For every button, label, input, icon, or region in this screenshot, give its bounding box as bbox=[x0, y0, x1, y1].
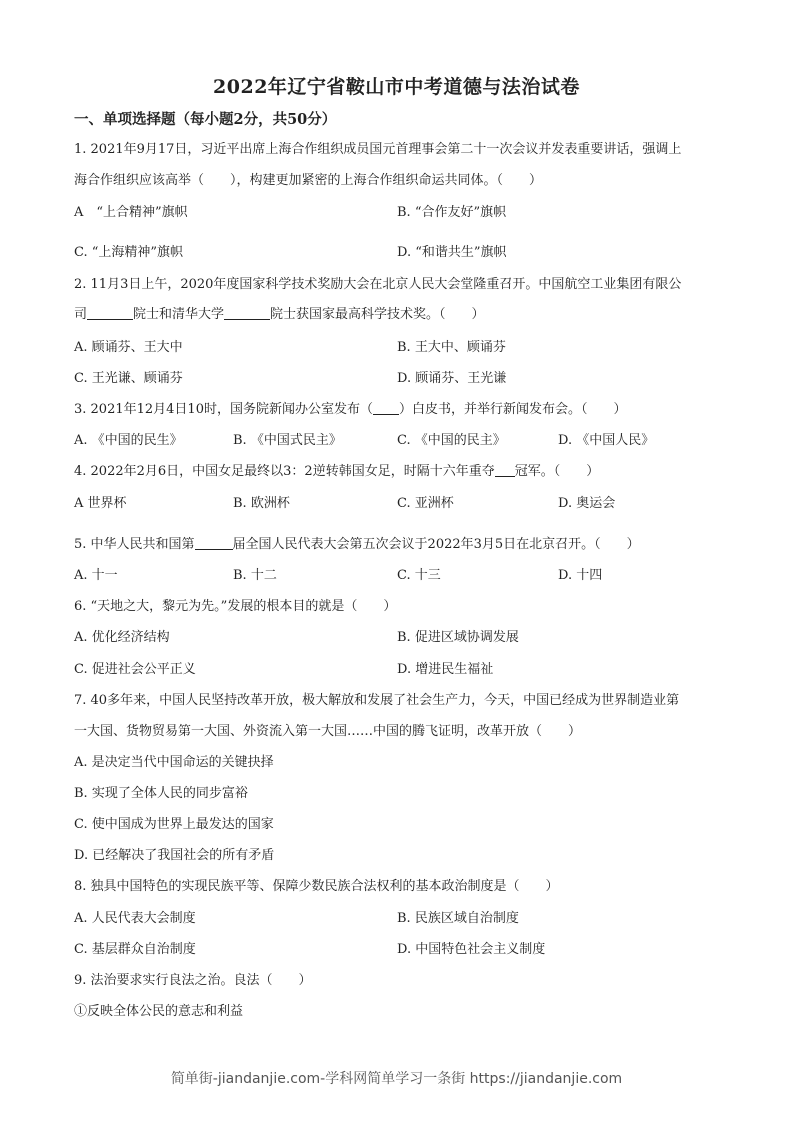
option-a[interactable]: A 世界杯 bbox=[74, 496, 127, 511]
question-text: 6. “天地之大，黎元为先。”发展的根本目的就是（ ） bbox=[74, 599, 397, 614]
question-text-part: 院士和清华大学 bbox=[133, 307, 225, 322]
option-b[interactable]: B. 十二 bbox=[233, 568, 277, 583]
option-b[interactable]: B. 实现了全体人民的同步富裕 bbox=[74, 786, 248, 801]
option-a[interactable]: A. 顾诵芬、王大中 bbox=[74, 340, 183, 355]
option-d[interactable]: D. 中国特色社会主义制度 bbox=[397, 942, 546, 957]
answer-blank[interactable] bbox=[87, 305, 133, 320]
option-a[interactable]: A. 人民代表大会制度 bbox=[74, 911, 196, 926]
option-a[interactable]: A. 十一 bbox=[74, 568, 118, 583]
option-c[interactable]: C. 十三 bbox=[397, 568, 441, 583]
question-text-part: 3. 2021年12月4日10时，国务院新闻办公室发布（ bbox=[74, 402, 373, 417]
page-title: 2022年辽宁省鞍山市中考道德与法治试卷 bbox=[213, 76, 580, 98]
option-c[interactable]: C. 亚洲杯 bbox=[397, 496, 454, 511]
question-text-part: 冠军。（ ） bbox=[514, 464, 600, 479]
question-text bbox=[74, 400, 627, 420]
option-a[interactable]: A. 是决定当代中国命运的关键抉择 bbox=[74, 755, 274, 770]
option-c[interactable]: C. 使中国成为世界上最发达的国家 bbox=[74, 817, 274, 832]
option-c[interactable]: C. 促进社会公平正义 bbox=[74, 662, 196, 677]
question-text: 9. 法治要求实行良法之治。良法（ ） bbox=[74, 973, 312, 988]
option-d[interactable]: D. 已经解决了我国社会的所有矛盾 bbox=[74, 848, 275, 863]
option-a[interactable]: A. 优化经济结构 bbox=[74, 630, 170, 645]
option-c[interactable]: C. 基层群众自治制度 bbox=[74, 942, 196, 957]
footer-watermark: 简单街-jiandanjie.com-学科网简单学习一条街 https://jiandanjie.com bbox=[170, 1071, 623, 1087]
question-text bbox=[74, 462, 599, 482]
question-text-part: 4. 2022年2月6日，中国女足最终以3：2逆转韩国女足，时隔十六年重夺 bbox=[74, 464, 495, 479]
option-d[interactable]: D. “和谐共生”旗帜 bbox=[397, 245, 507, 260]
option-b[interactable]: B. 《中国式民主》 bbox=[233, 433, 342, 448]
option-b[interactable]: B. 民族区域自治制度 bbox=[397, 911, 519, 926]
question-text: 8. 独具中国特色的实现民族平等、保障少数民族合法权利的基本政治制度是（ ） bbox=[74, 879, 559, 894]
question-text-part: ）白皮书，并举行新闻发布会。（ ） bbox=[398, 402, 627, 417]
option-d[interactable]: D. 十四 bbox=[558, 568, 603, 583]
question-text: 7. 40多年来，中国人民坚持改革开放，极大解放和发展了社会生产力，今天，中国已经成为世界制造业第 bbox=[74, 693, 680, 708]
option-d[interactable]: D. 增进民生福祉 bbox=[397, 662, 494, 677]
option-a[interactable]: A “上合精神”旗帜 bbox=[74, 205, 188, 220]
statement-item: ①反映全体公民的意志和利益 bbox=[74, 1004, 244, 1019]
option-c[interactable]: C. 王光谦、顾诵芬 bbox=[74, 371, 183, 386]
question-text-part: 司 bbox=[74, 307, 88, 322]
option-b[interactable]: B. 欧洲杯 bbox=[233, 496, 290, 511]
option-d[interactable]: D. 顾诵芬、王光谦 bbox=[397, 371, 507, 386]
option-d[interactable]: D. 《中国人民》 bbox=[558, 433, 655, 448]
question-text-part: 届全国人民代表大会第五次会议于2022年3月5日在北京召开。（ ） bbox=[232, 537, 640, 552]
question-text: 一大国、货物贸易第一大国、外资流入第一大国……中国的腾飞证明，改革开放（ ） bbox=[74, 724, 582, 739]
answer-blank[interactable] bbox=[495, 462, 515, 477]
question-text: 海合作组织应该高举（ ），构建更加紧密的上海合作组织命运共同体。（ ） bbox=[74, 173, 543, 188]
answer-blank[interactable] bbox=[224, 305, 270, 320]
question-text-part: 5. 中华人民共和国第 bbox=[74, 537, 195, 552]
option-c[interactable]: C. “上海精神”旗帜 bbox=[74, 245, 184, 260]
option-a[interactable]: A. 《中国的民生》 bbox=[74, 433, 183, 448]
answer-blank[interactable] bbox=[373, 400, 399, 415]
question-text bbox=[74, 305, 485, 325]
section-heading: 一、单项选择题（每小题2分，共50分） bbox=[74, 111, 337, 128]
question-text: 1. 2021年9月17日，习近平出席上海合作组织成员国元首理事会第二十一次会议并发表重要讲话，强调上 bbox=[74, 142, 682, 157]
question-text bbox=[74, 535, 640, 555]
option-b[interactable]: B. “合作友好”旗帜 bbox=[397, 205, 507, 220]
question-text: 2. 11月3日上午，2020年度国家科学技术奖励大会在北京人民大会堂隆重召开。中国航空工业集团有限公 bbox=[74, 277, 682, 292]
option-b[interactable]: B. 王大中、顾诵芬 bbox=[397, 340, 506, 355]
option-d[interactable]: D. 奥运会 bbox=[558, 496, 616, 511]
option-b[interactable]: B. 促进区域协调发展 bbox=[397, 630, 519, 645]
question-text-part: 院士获国家最高科学技术奖。（ ） bbox=[270, 307, 485, 322]
option-c[interactable]: C. 《中国的民主》 bbox=[397, 433, 506, 448]
answer-blank[interactable] bbox=[195, 535, 233, 550]
